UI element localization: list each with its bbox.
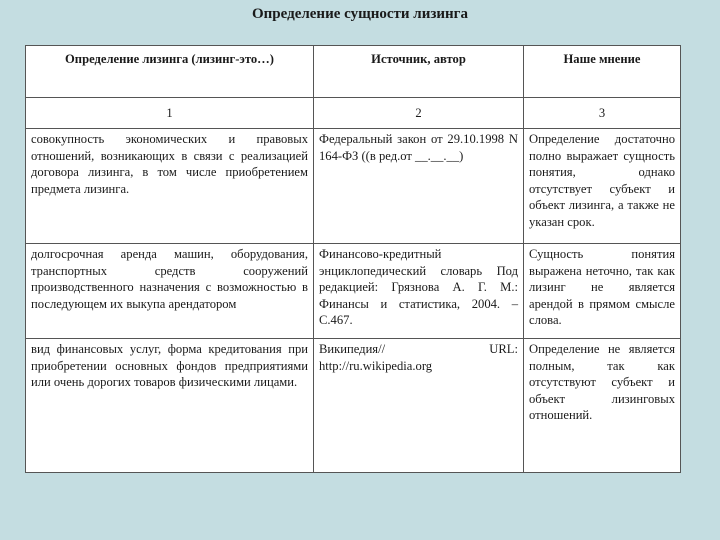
table-row [26, 129, 681, 244]
definition-cell: долгосрочная аренда машин, оборудования, транспортных средств сооружений производственного назначения с возможностью в последующем их выкупа арендатором [26, 244, 314, 339]
table-row [26, 244, 681, 339]
header-definition: Определение лизинга (лизинг-это…) [26, 46, 314, 98]
header-source: Источник, автор [314, 46, 524, 98]
source-cell: Википедия// URL: http://ru.wikipedia.org [314, 339, 524, 473]
column-number-row [26, 98, 681, 129]
header-opinion: Наше мнение [524, 46, 681, 98]
leasing-definitions-table [25, 45, 681, 473]
column-number: 1 [26, 98, 314, 129]
definition-cell: вид финансовых услуг, форма кредитования при приобретении основных фондов предприятиями или очень дорогих товаров физическими лицами. [26, 339, 314, 473]
opinion-cell: Определение не является полным, так как отсутствуют субъект и объект лизинговых отношений. [524, 339, 681, 473]
opinion-cell: Определение достаточно полно выражает сущность понятия, однако отсутствует субъект и объект лизинга, а также не указан срок. [524, 129, 681, 244]
source-cell: Финансово-кредитный энциклопедический словарь Под редакцией: Грязнова А. Г. М.: Финансы и статистика, 2004. – С.467. [314, 244, 524, 339]
source-cell: Федеральный закон от 29.10.1998 N 164-ФЗ ((в ред.от __.__.__) [314, 129, 524, 244]
page-title: Определение сущности лизинга [252, 6, 468, 22]
header-row [26, 46, 681, 98]
column-number: 2 [314, 98, 524, 129]
definition-cell: совокупность экономических и правовых отношений, возникающих в связи с реализацией договора лизинга, в том числе приобретением предмета лизинга. [26, 129, 314, 244]
table-row [26, 339, 681, 473]
column-number: 3 [524, 98, 681, 129]
opinion-cell: Сущность понятия выражена неточно, так как лизинг не является арендой в прямом смысле слова. [524, 244, 681, 339]
